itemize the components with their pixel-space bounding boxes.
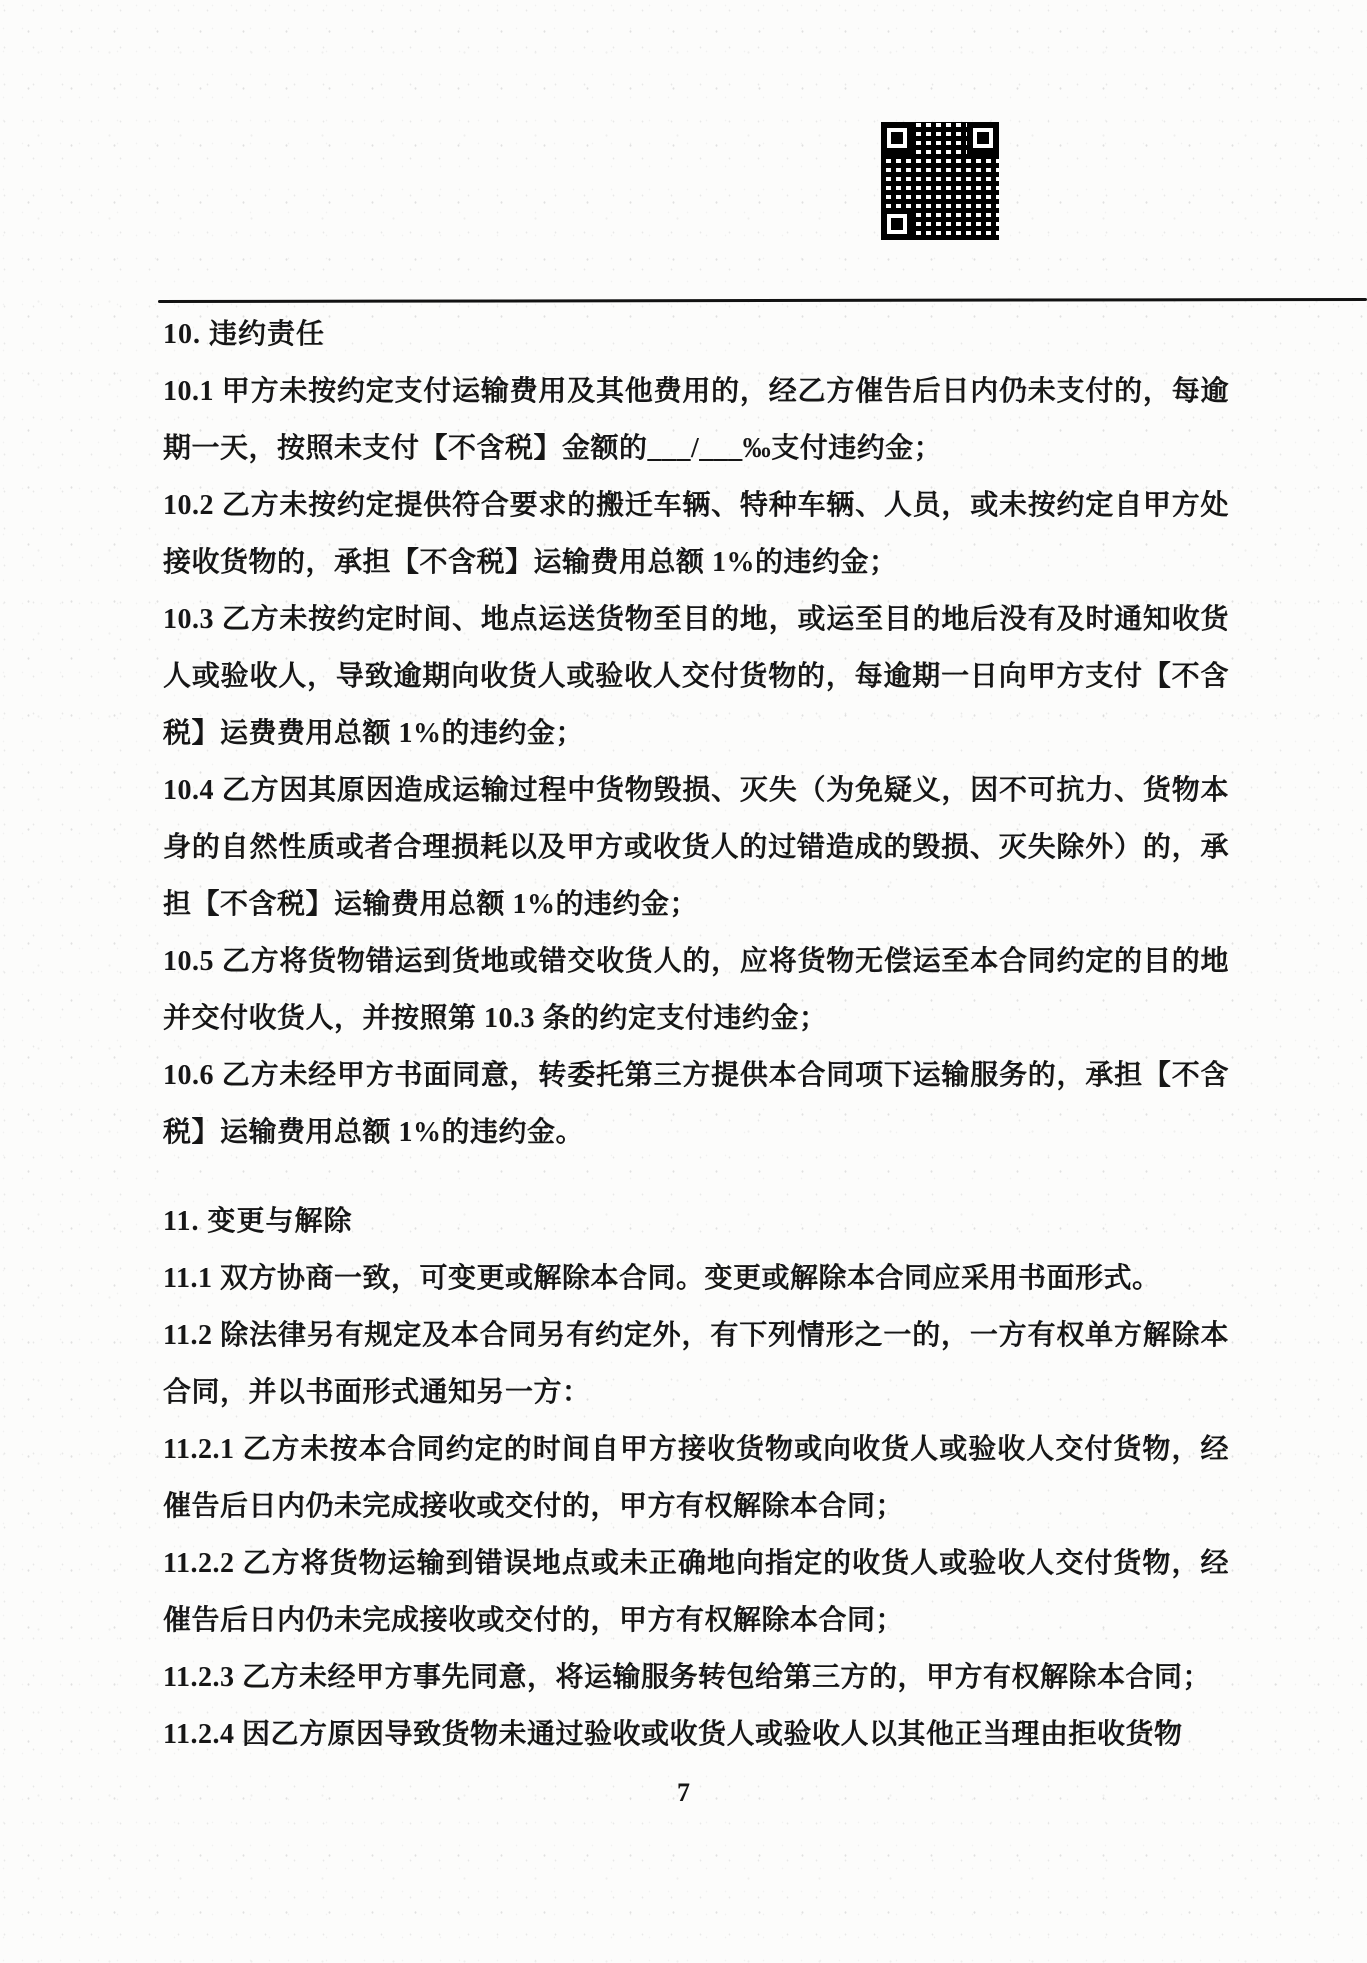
section-10-heading: 10. 违约责任 (163, 319, 326, 350)
qr-finder-bottom-left (881, 208, 913, 240)
qr-code-icon (881, 122, 999, 240)
document-body (163, 306, 1229, 1763)
clause-11-2-1: 11.2.1 乙方未按本合同约定的时间自甲方接收货物或向收货人或验收人交付货物，经催告后日内仍未完成接收或交付的，甲方有权解除本合同； (163, 1434, 1229, 1522)
clause-11-2-2: 11.2.2 乙方将货物运输到错误地点或未正确地向指定的收货人或验收人交付货物，经催告后日内仍未完成接收或交付的，甲方有权解除本合同； (163, 1548, 1229, 1636)
section-divider-line (158, 298, 1367, 303)
clause-11-1: 11.1 双方协商一致，可变更或解除本合同。变更或解除本合同应采用书面形式。 (163, 1263, 1161, 1294)
section-11-heading: 11. 变更与解除 (163, 1206, 353, 1237)
clause-10-3: 10.3 乙方未按约定时间、地点运送货物至目的地，或运至目的地后没有及时通知收货人或验收人，导致逾期向收货人或验收人交付货物的，每逾期一日向甲方支付【不含税】运费费用总额 1%的违约金； (163, 604, 1229, 749)
clause-10-2: 10.2 乙方未按约定提供符合要求的搬迁车辆、特种车辆、人员，或未按约定自甲方处接收货物的，承担【不含税】运输费用总额 1%的违约金； (163, 490, 1229, 578)
section-breach-liability (163, 306, 1229, 1161)
page-number: 7 (677, 1778, 690, 1807)
clause-10-5: 10.5 乙方将货物错运到货地或错交收货人的，应将货物无偿运至本合同约定的目的地并交付收货人，并按照第 10.3 条的约定支付违约金； (163, 946, 1229, 1034)
section-modification-termination (163, 1193, 1229, 1763)
clause-11-2-4: 11.2.4 因乙方原因导致货物未通过验收或收货人或验收人以其他正当理由拒收货物 (163, 1719, 1183, 1750)
clause-10-6: 10.6 乙方未经甲方书面同意，转委托第三方提供本合同项下运输服务的，承担【不含税】运输费用总额 1%的违约金。 (163, 1060, 1229, 1148)
clause-11-2-3: 11.2.3 乙方未经甲方事先同意，将运输服务转包给第三方的，甲方有权解除本合同； (163, 1662, 1211, 1693)
clause-10-1: 10.1 甲方未按约定支付运输费用及其他费用的，经乙方催告后日内仍未支付的，每逾期一天，按照未支付【不含税】金额的___/___‰支付违约金； (163, 376, 1229, 464)
qr-finder-top-right (967, 122, 999, 154)
clause-10-4: 10.4 乙方因其原因造成运输过程中货物毁损、灭失（为免疑义，因不可抗力、货物本身的自然性质或者合理损耗以及甲方或收货人的过错造成的毁损、灭失除外）的，承担【不含税】运输费用总额 1%的违约金； (163, 775, 1229, 920)
qr-finder-top-left (881, 122, 913, 154)
clause-11-2: 11.2 除法律另有规定及本合同另有约定外，有下列情形之一的，一方有权单方解除本合同，并以书面形式通知另一方： (163, 1320, 1229, 1408)
